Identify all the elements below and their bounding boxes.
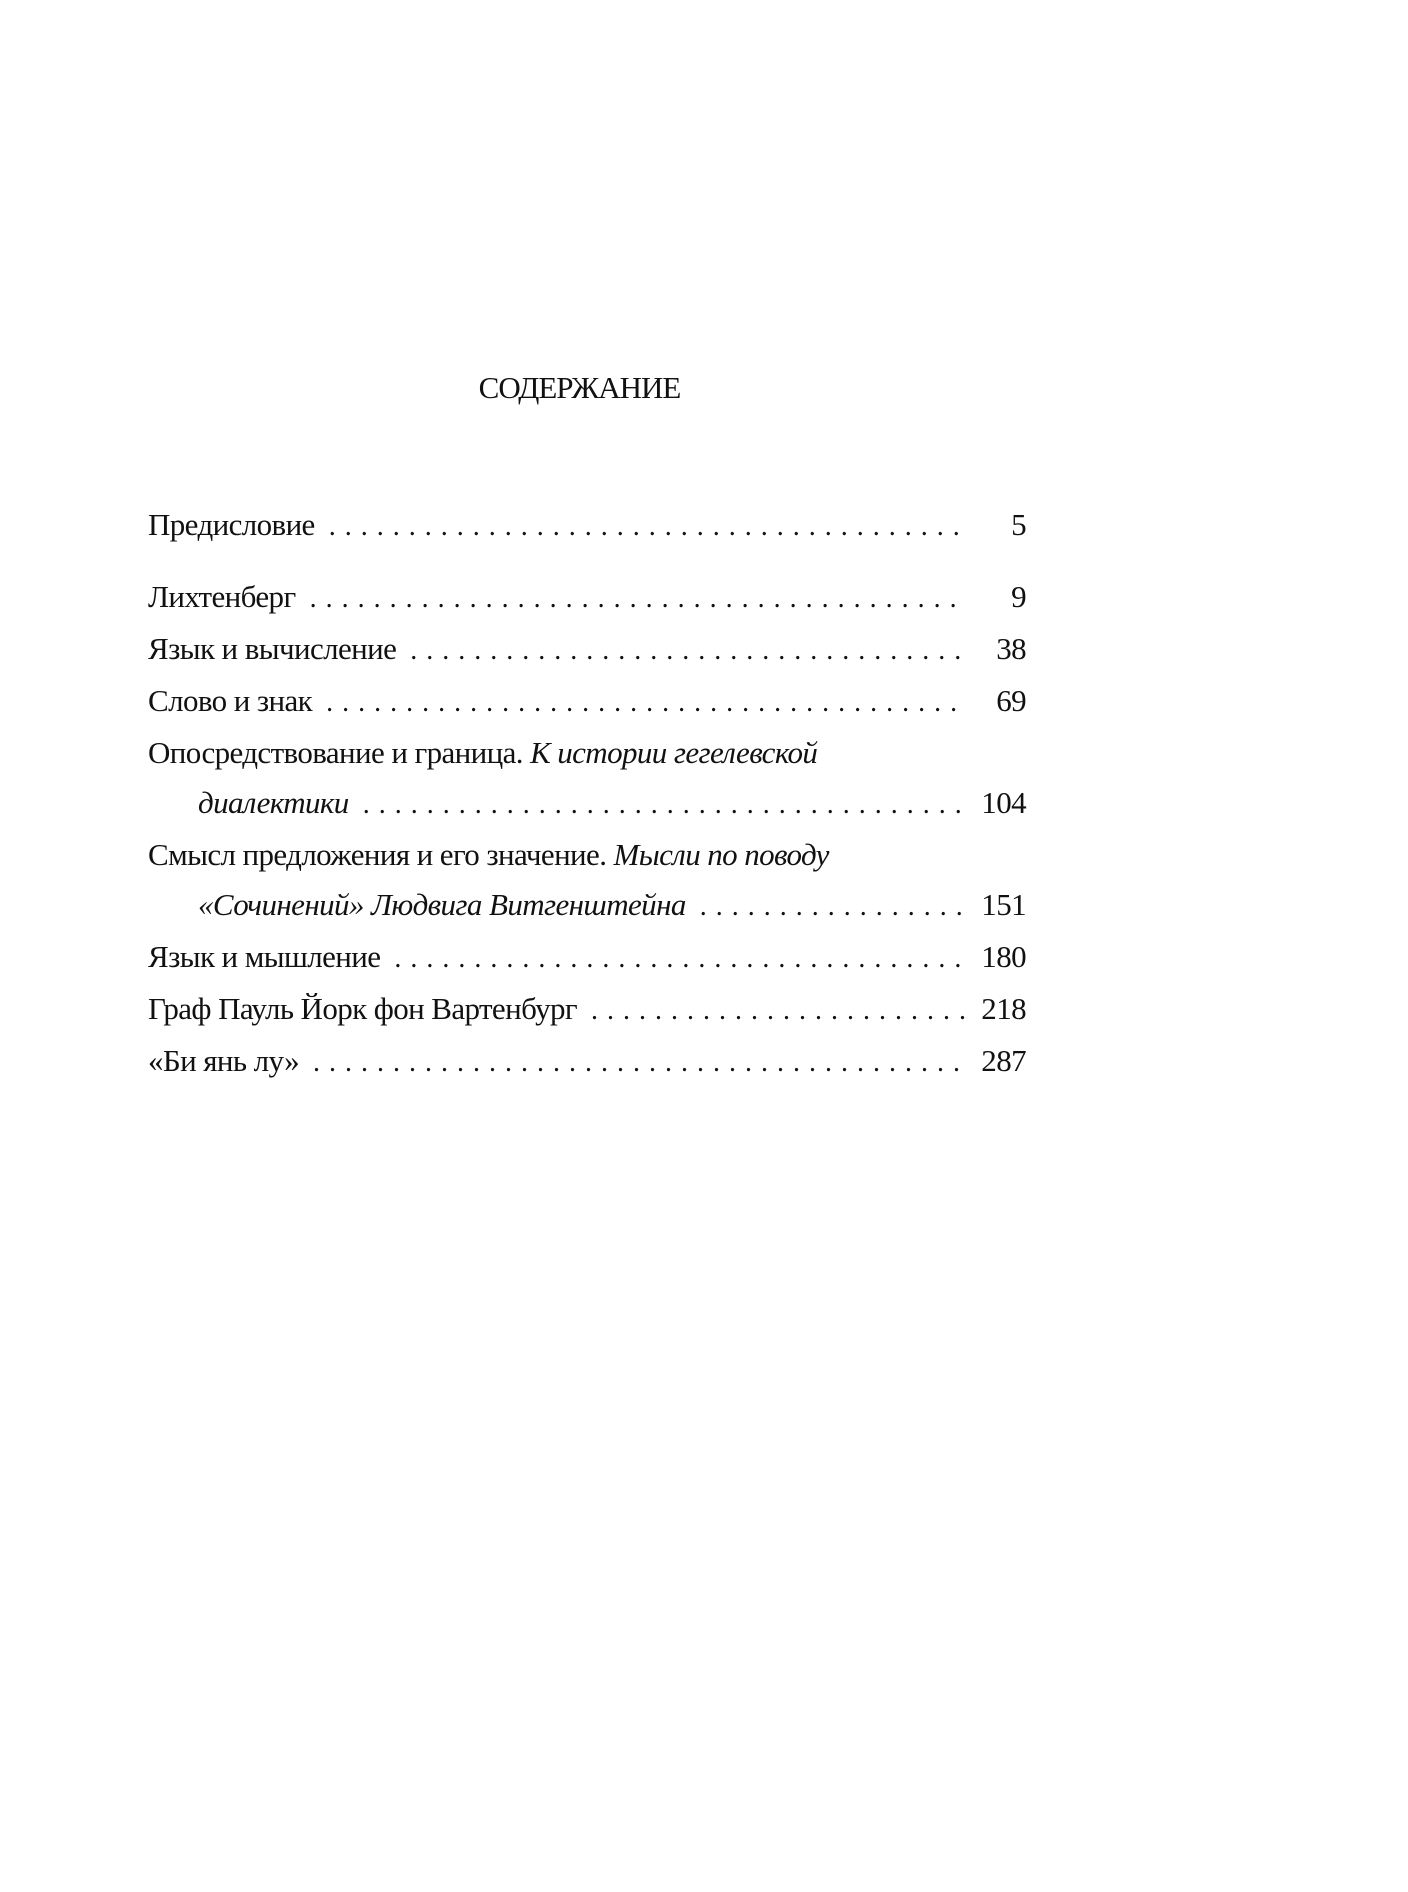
toc-entry-title: Слово и знак xyxy=(148,683,313,718)
toc-entry-title: Язык и мышление xyxy=(148,939,381,974)
dot-leader xyxy=(363,780,966,830)
toc-entry-subtitle-continued: «Сочинений» Людвига Витгенштейна xyxy=(198,887,686,922)
toc-entry-subtitle: Мысли по поводу xyxy=(613,837,829,872)
toc-entry xyxy=(148,728,1026,830)
toc-entry xyxy=(148,676,1026,728)
toc-entry-subtitle: К истории гегелевской xyxy=(530,735,818,770)
toc-page-number: 218 xyxy=(981,991,1026,1026)
toc-entry-subtitle-continued: диалектики xyxy=(198,785,349,820)
dot-leader xyxy=(326,678,966,728)
toc-page-number: 38 xyxy=(996,631,1026,666)
toc-page-number: 69 xyxy=(996,683,1026,718)
toc-entry xyxy=(148,572,1026,624)
toc-page-number: 180 xyxy=(981,939,1026,974)
dot-leader xyxy=(700,882,966,932)
toc-entry xyxy=(148,500,1026,552)
toc-entry xyxy=(148,1036,1026,1088)
toc-entry xyxy=(148,984,1026,1036)
toc-page-number: 104 xyxy=(981,785,1026,820)
table-of-contents xyxy=(148,500,1026,1088)
dot-leader xyxy=(329,502,966,552)
toc-entry-title: Смысл предложения и его значение. xyxy=(148,837,607,872)
toc-entry-title: Язык и вычисление xyxy=(148,631,397,666)
toc-entry xyxy=(148,624,1026,676)
toc-page-number: 9 xyxy=(1011,579,1026,614)
toc-entry xyxy=(148,830,1026,932)
dot-leader xyxy=(410,626,966,676)
dot-leader xyxy=(310,574,966,624)
toc-entry-title: Лихтенберг xyxy=(148,579,296,614)
toc-entry-title: Опосредствование и граница. xyxy=(148,735,523,770)
dot-leader xyxy=(591,986,966,1036)
toc-entry-title: Предисловие xyxy=(148,507,315,542)
dot-leader xyxy=(394,934,966,984)
toc-page-number: 287 xyxy=(981,1043,1026,1078)
toc-entry-title: Граф Пауль Йорк фон Вартенбург xyxy=(148,991,577,1026)
toc-page-number: 5 xyxy=(1011,507,1026,542)
dot-leader xyxy=(313,1038,966,1088)
toc-entry xyxy=(148,932,1026,984)
toc-entry-title: «Би янь лу» xyxy=(148,1043,300,1078)
toc-page-number: 151 xyxy=(981,887,1026,922)
page-title: СОДЕРЖАНИЕ xyxy=(478,370,681,405)
